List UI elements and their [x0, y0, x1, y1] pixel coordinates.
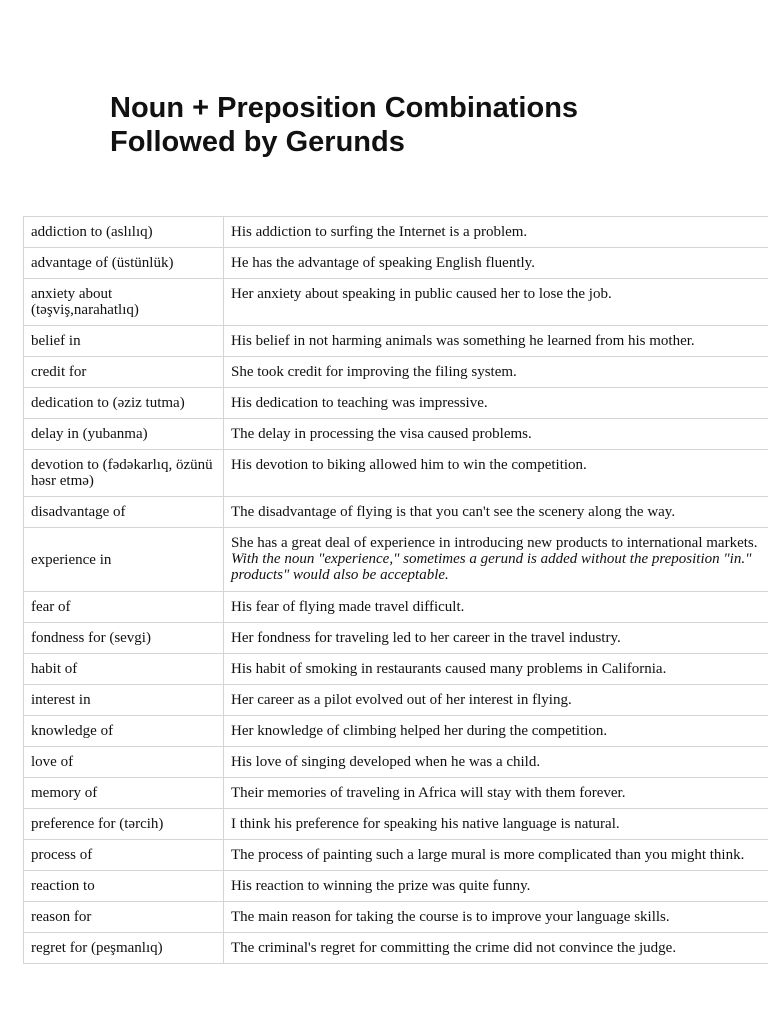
term-cell: reason for	[24, 902, 224, 933]
term-cell: process of	[24, 840, 224, 871]
example-cell: Her fondness for traveling led to her career in the travel industry.	[224, 623, 768, 654]
example-note-line-2: products" would also be acceptable.	[231, 567, 449, 583]
term-cell: regret for (peşmanlıq)	[24, 933, 224, 964]
example-cell: His devotion to biking allowed him to win the competition.	[224, 450, 768, 497]
term-cell: fondness for (sevgi)	[24, 623, 224, 654]
table-row	[24, 654, 768, 685]
table-row	[24, 778, 768, 809]
term-cell: disadvantage of	[24, 497, 224, 528]
term-cell: belief in	[24, 326, 224, 357]
term-cell: fear of	[24, 592, 224, 623]
page-title-line-1: Noun + Preposition Combinations	[110, 92, 579, 124]
term-cell: interest in	[24, 685, 224, 716]
term-cell: credit for	[24, 357, 224, 388]
table-row	[24, 840, 768, 871]
example-cell: The main reason for taking the course is to improve your language skills.	[224, 902, 768, 933]
table-row	[24, 357, 768, 388]
example-cell: His dedication to teaching was impressive.	[224, 388, 768, 419]
example-cell: She took credit for improving the filing system.	[224, 357, 768, 388]
table-row	[24, 528, 768, 592]
example-text: She has a great deal of experience in introducing new products to international markets.	[231, 535, 758, 551]
table-row	[24, 419, 768, 450]
page-title-line-2: Followed by Gerunds	[110, 126, 405, 158]
example-cell	[224, 528, 768, 592]
table-row	[24, 279, 768, 326]
table-row	[24, 497, 768, 528]
term-cell: experience in	[24, 528, 224, 592]
example-cell: The delay in processing the visa caused problems.	[224, 419, 768, 450]
term-cell: memory of	[24, 778, 224, 809]
example-cell: He has the advantage of speaking English fluently.	[224, 248, 768, 279]
table-container	[23, 216, 768, 964]
example-note-line-1: With the noun "experience," sometimes a gerund is added without the preposition "in."	[231, 551, 752, 567]
example-cell: I think his preference for speaking his native language is natural.	[224, 809, 768, 840]
example-cell: His love of singing developed when he was a child.	[224, 747, 768, 778]
table-row	[24, 248, 768, 279]
table-row	[24, 809, 768, 840]
example-cell: The disadvantage of flying is that you can't see the scenery along the way.	[224, 497, 768, 528]
term-cell: addiction to (aslılıq)	[24, 217, 224, 248]
example-cell: The criminal's regret for committing the crime did not convince the judge.	[224, 933, 768, 964]
term-cell: preference for (tərcih)	[24, 809, 224, 840]
example-cell: His reaction to winning the prize was quite funny.	[224, 871, 768, 902]
term-cell: love of	[24, 747, 224, 778]
example-cell: Her knowledge of climbing helped her during the competition.	[224, 716, 768, 747]
term-cell: devotion to (fədəkarlıq, özünü həsr etmə)	[24, 450, 224, 497]
table-row	[24, 592, 768, 623]
term-cell: dedication to (əziz tutma)	[24, 388, 224, 419]
table-row	[24, 450, 768, 497]
term-cell: habit of	[24, 654, 224, 685]
table-row	[24, 685, 768, 716]
page-title	[110, 91, 578, 159]
example-cell: His belief in not harming animals was something he learned from his mother.	[224, 326, 768, 357]
example-cell: His addiction to surfing the Internet is a problem.	[224, 217, 768, 248]
table-row	[24, 623, 768, 654]
table-row	[24, 902, 768, 933]
term-cell: reaction to	[24, 871, 224, 902]
term-cell: anxiety about (təşviş,narahatlıq)	[24, 279, 224, 326]
table-row	[24, 217, 768, 248]
table-row	[24, 933, 768, 964]
table-row	[24, 388, 768, 419]
table-row	[24, 871, 768, 902]
noun-preposition-table	[23, 216, 768, 964]
example-cell: The process of painting such a large mural is more complicated than you might think.	[224, 840, 768, 871]
example-cell: His fear of flying made travel difficult.	[224, 592, 768, 623]
term-cell: knowledge of	[24, 716, 224, 747]
term-cell: delay in (yubanma)	[24, 419, 224, 450]
example-cell: Their memories of traveling in Africa will stay with them forever.	[224, 778, 768, 809]
example-cell: Her career as a pilot evolved out of her interest in flying.	[224, 685, 768, 716]
example-cell: His habit of smoking in restaurants caused many problems in California.	[224, 654, 768, 685]
table-row	[24, 747, 768, 778]
term-cell: advantage of (üstünlük)	[24, 248, 224, 279]
example-cell: Her anxiety about speaking in public caused her to lose the job.	[224, 279, 768, 326]
table-row	[24, 716, 768, 747]
table-row	[24, 326, 768, 357]
